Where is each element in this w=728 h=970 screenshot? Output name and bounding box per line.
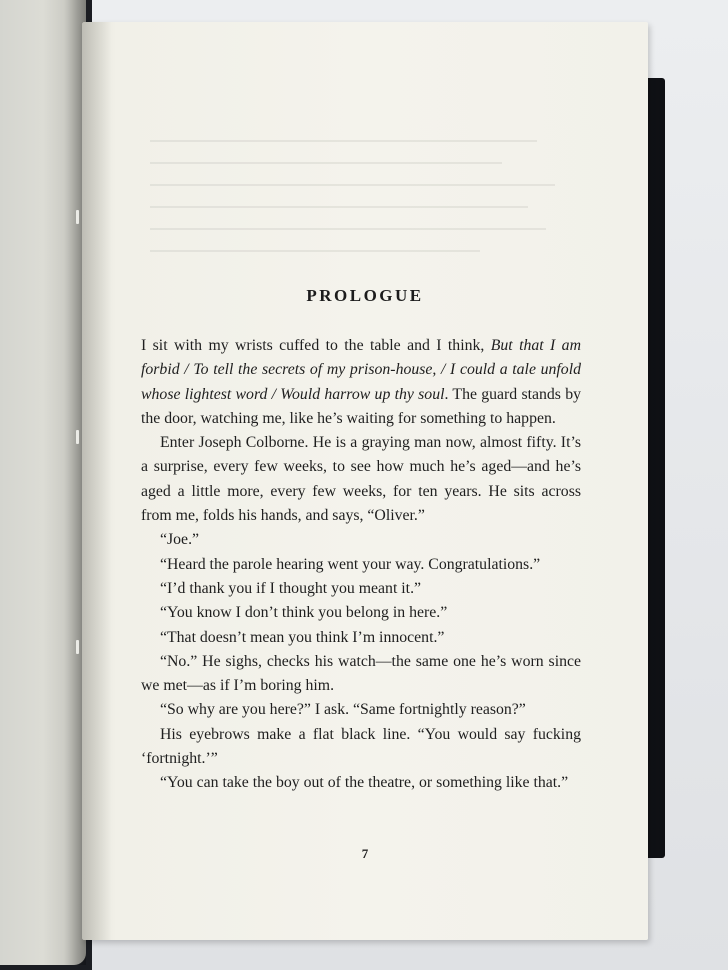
binding-stitch [76,210,79,224]
binding-stitch [76,640,79,654]
paragraph-text: Enter Joseph Colborne. He is a graying man now, almost fifty. It’s a surprise, every few weeks, to see how much he’s aged—and he’s aged a little more, every few weeks, for ten years. He sits across from me, folds his hands, and says, “Oliver.” [141,434,581,525]
paragraph [141,601,581,625]
paragraph [141,723,581,772]
paragraph-text: “You can take the boy out of the theatre, or something like that.” [160,774,569,792]
paragraph-text: His eyebrows make a flat black line. “You would say fucking ‘fortnight.’” [141,725,581,768]
paragraph [141,650,581,699]
paragraph-text: “That doesn’t mean you think I’m innocent.” [160,628,445,646]
paragraph-text: . The guard stands by the door, watching me, like he’s waiting for something to happen. [141,385,582,427]
show-through-text [150,140,590,290]
paragraph [141,771,581,795]
binding-stitch [76,430,79,444]
paragraph [141,577,581,601]
paragraph-text: “You know I don’t think you belong in here.” [160,604,448,622]
paragraph-text: “Joe.” [160,531,200,549]
paragraph-text: I sit with my wrists cuffed to the table and I think, [141,337,491,354]
paragraph-text: “No.” He sighs, checks his watch—the same one he’s worn since we met—as if I’m boring him. [141,652,581,695]
paragraph [141,431,581,528]
page-number: 7 [361,846,369,861]
paragraph-text: “I’d thank you if I thought you meant it.” [160,579,422,597]
paragraph-text: “So why are you here?” I ask. “Same fortnightly reason?” [160,701,526,719]
paragraph [141,626,581,650]
chapter-title: PROLOGUE [306,286,424,305]
paragraph-text: “Heard the parole hearing went your way. Congratulations.” [160,555,541,573]
paragraph [141,334,581,431]
body-text [141,334,581,796]
left-facing-page [0,0,86,965]
paragraph [141,528,581,552]
paragraph [141,698,581,722]
paragraph [141,553,581,577]
italic-quote-text: But that I am forbid / To tell the secrets of my prison-house, / I could a tale unfold whose lightest word / Would harrow up thy soul [141,337,581,403]
